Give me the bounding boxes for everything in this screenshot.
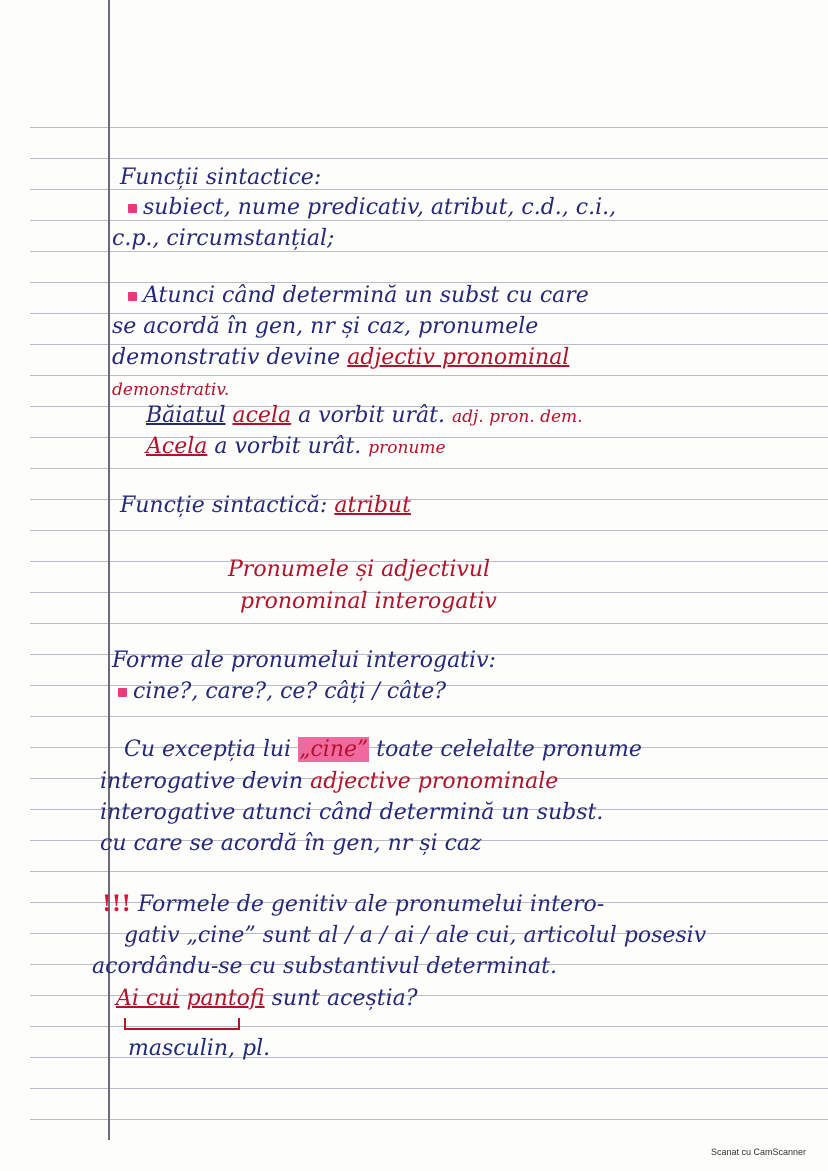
subheading-line: pronominal interogativ — [240, 589, 497, 614]
list-line: c.p., circumstanțial; — [112, 226, 335, 251]
example-note: masculin, pl. — [128, 1036, 271, 1061]
paragraph-line: acordându-se cu substantivul determinat. — [92, 954, 557, 979]
paragraph-line: demonstrativ. — [112, 380, 230, 400]
ruled-line — [30, 127, 828, 128]
example-line: Băiatul acela a vorbit urât. adj. pron. dem. — [146, 403, 583, 428]
forms-list: cine?, care?, ce? câți / câte? — [118, 679, 446, 705]
ruled-line — [30, 716, 828, 717]
agreement-bracket — [124, 1018, 240, 1030]
example-line: Acela a vorbit urât. pronume — [146, 434, 446, 459]
ruled-line — [30, 1088, 828, 1089]
ruled-line — [30, 375, 828, 376]
paragraph-line: interogative devin adjective pronominale — [100, 769, 559, 794]
example-line: Ai cui pantofi sunt aceștia? — [116, 986, 418, 1011]
ruled-line — [30, 623, 828, 624]
subheading-line: Pronumele și adjectivul — [228, 557, 491, 582]
exclamation-icon: !!! — [102, 891, 131, 917]
paragraph-line: Cu excepția lui „cine” toate celelalte pronume — [124, 737, 642, 762]
ruled-line — [30, 871, 828, 872]
list-line: subiect, nume predicativ, atribut, c.d., c.i., — [128, 195, 616, 221]
heading-forme: Forme ale pronumelui interogativ: — [112, 648, 496, 673]
scanner-watermark: Scanat cu CamScanner — [710, 1147, 806, 1157]
ruled-line — [30, 1119, 828, 1120]
bullet-icon — [128, 292, 137, 301]
heading-functie-sintactica: Funcție sintactică: atribut — [120, 493, 411, 518]
paragraph-line: gativ „cine” sunt al / a / ai / ale cui, articolul posesiv — [124, 923, 707, 948]
paragraph-line: !!! Formele de genitiv ale pronumelui intero- — [102, 891, 605, 917]
bullet-icon — [118, 688, 127, 697]
bullet-icon — [128, 204, 137, 213]
paragraph-line: interogative atunci când determină un subst. — [100, 800, 604, 825]
ruled-line — [30, 468, 828, 469]
heading-functii-sintactice: Funcții sintactice: — [120, 165, 322, 190]
paragraph-line: cu care se acordă în gen, nr și caz — [100, 831, 482, 856]
ruled-line — [30, 158, 828, 159]
paragraph-line: se acordă în gen, nr și caz, pronumele — [112, 314, 539, 339]
ruled-line — [30, 530, 828, 531]
paragraph-line: demonstrativ devine adjectiv pronominal — [112, 345, 570, 370]
paragraph-line: Atunci când determină un subst cu care — [128, 283, 589, 309]
